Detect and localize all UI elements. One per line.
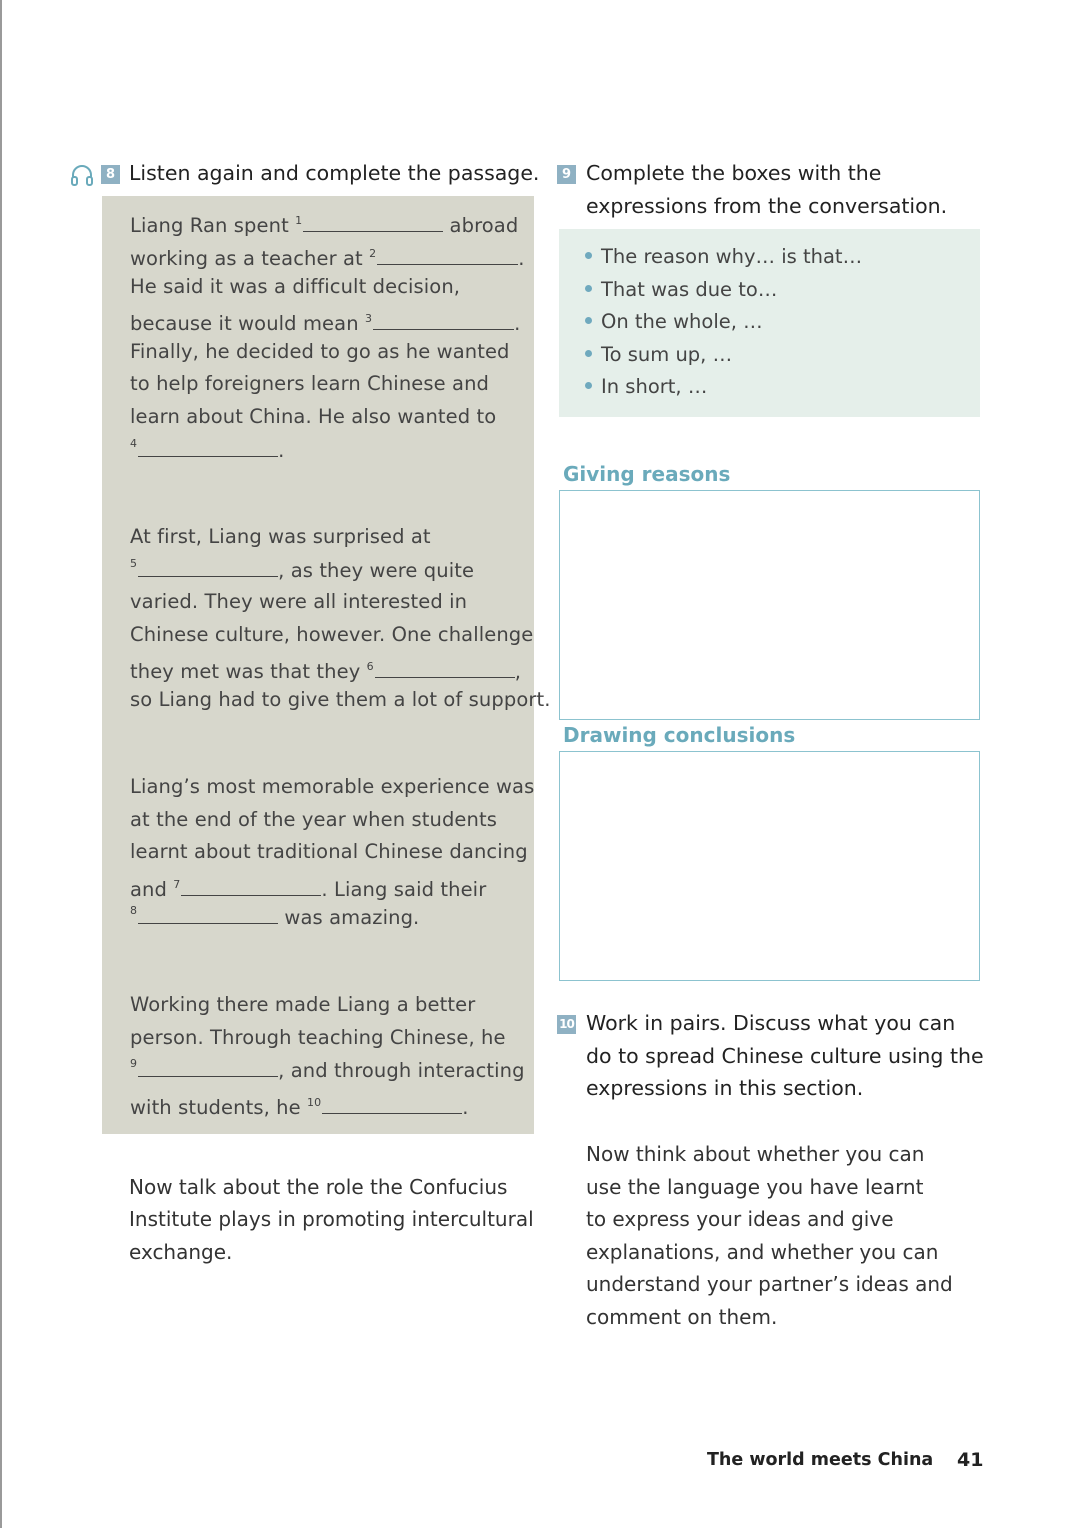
answer-blank-5[interactable] — [138, 558, 278, 577]
passage-line: Finally, he decided to go as he wanted — [130, 340, 510, 363]
exercise-10-number: 10 — [557, 1015, 576, 1034]
exercise-10-instruction-line: do to spread Chinese culture using the — [586, 1044, 984, 1068]
exercise-8-number: 8 — [101, 165, 120, 184]
page-number: 41 — [957, 1449, 984, 1471]
answer-blank-8[interactable] — [138, 905, 278, 924]
passage-line: $^4$ . — [130, 437, 285, 462]
passage-line: person. Through teaching Chinese, he — [130, 1026, 506, 1049]
answer-blank-9[interactable] — [138, 1058, 278, 1077]
reflection-line: use the language you have learnt — [586, 1175, 924, 1199]
answer-blank-7[interactable] — [181, 877, 321, 896]
bullet-icon — [585, 252, 592, 259]
reflection-line: to express your ideas and give — [586, 1207, 894, 1231]
passage-line: Chinese culture, however. One challenge — [130, 623, 534, 646]
passage-line: and $^7$ . Liang said their — [130, 878, 487, 901]
follow-up-line: exchange. — [129, 1240, 233, 1264]
passage-line: so Liang had to give them a lot of support. — [130, 688, 551, 711]
exercise-8-instruction: Listen again and complete the passage. — [129, 161, 540, 185]
bullet-icon — [585, 285, 592, 292]
exercise-10-instruction-line: expressions in this section. — [586, 1076, 864, 1100]
expression-item: That was due to… — [585, 278, 777, 301]
answer-blank-6[interactable] — [375, 659, 515, 678]
drawing-conclusions-label: Drawing conclusions — [563, 723, 796, 747]
expression-item: On the whole, … — [585, 310, 763, 333]
answer-blank-4[interactable] — [138, 438, 278, 457]
giving-reasons-label: Giving reasons — [563, 462, 731, 486]
passage-line: Working there made Liang a better — [130, 993, 476, 1016]
bullet-icon — [585, 317, 592, 324]
expressions-box — [559, 229, 980, 417]
passage-line: to help foreigners learn Chinese and — [130, 372, 490, 395]
passage-line: they met was that they $^6$ , — [130, 660, 522, 683]
follow-up-line: Institute plays in promoting intercultural — [129, 1207, 534, 1231]
passage-line: varied. They were all interested in — [130, 590, 468, 613]
passage-line: learn about China. He also wanted to — [130, 405, 497, 428]
passage-line: with students, he $^{10}$ . — [130, 1096, 469, 1119]
passage-box — [102, 196, 551, 1134]
exercise-9-number: 9 — [557, 165, 576, 184]
reflection-line: comment on them. — [586, 1305, 778, 1329]
passage-line: working as a teacher at $^2$ . — [130, 247, 525, 270]
footer-section-title: The world meets China — [707, 1450, 934, 1470]
passage-line: Liang’s most memorable experience was — [130, 775, 535, 798]
passage-line: $^8$ was amazing. — [130, 904, 420, 929]
expression-item: In short, … — [585, 375, 707, 398]
exercise-9-instruction-line: expressions from the conversation. — [586, 194, 948, 218]
reflection-line: Now think about whether you can — [586, 1142, 925, 1166]
exercise-10-instruction-line: Work in pairs. Discuss what you can — [586, 1011, 956, 1035]
drawing-conclusions-box[interactable] — [559, 751, 980, 981]
exercise-9-instruction-line: Complete the boxes with the — [586, 161, 882, 185]
giving-reasons-box[interactable] — [559, 490, 980, 720]
passage-line: $^5$ , as they were quite — [130, 557, 475, 582]
headphones-icon — [70, 164, 94, 186]
answer-blank-2[interactable] — [377, 246, 518, 265]
answer-blank-10[interactable] — [322, 1095, 462, 1114]
passage-line: because it would mean $^3$ . — [130, 312, 521, 335]
expression-item: To sum up, … — [585, 343, 732, 366]
bullet-icon — [585, 350, 592, 357]
answer-blank-3[interactable] — [373, 311, 514, 330]
bullet-icon — [585, 382, 592, 389]
passage-line: Liang Ran spent $^1$ abroad — [130, 214, 519, 237]
reflection-line: explanations, and whether you can — [586, 1240, 939, 1264]
expression-item: The reason why… is that… — [585, 245, 862, 268]
follow-up-line: Now talk about the role the Confucius — [129, 1175, 508, 1199]
page-edge — [0, 0, 2, 1528]
passage-line: at the end of the year when students — [130, 808, 497, 831]
passage-line: $^9$ , and through interacting — [130, 1057, 525, 1082]
reflection-line: understand your partner’s ideas and — [586, 1272, 953, 1296]
passage-line: At first, Liang was surprised at — [130, 525, 431, 548]
answer-blank-1[interactable] — [303, 213, 443, 232]
passage-line: He said it was a difficult decision, — [130, 275, 461, 298]
passage-line: learnt about traditional Chinese dancing — [130, 840, 528, 863]
